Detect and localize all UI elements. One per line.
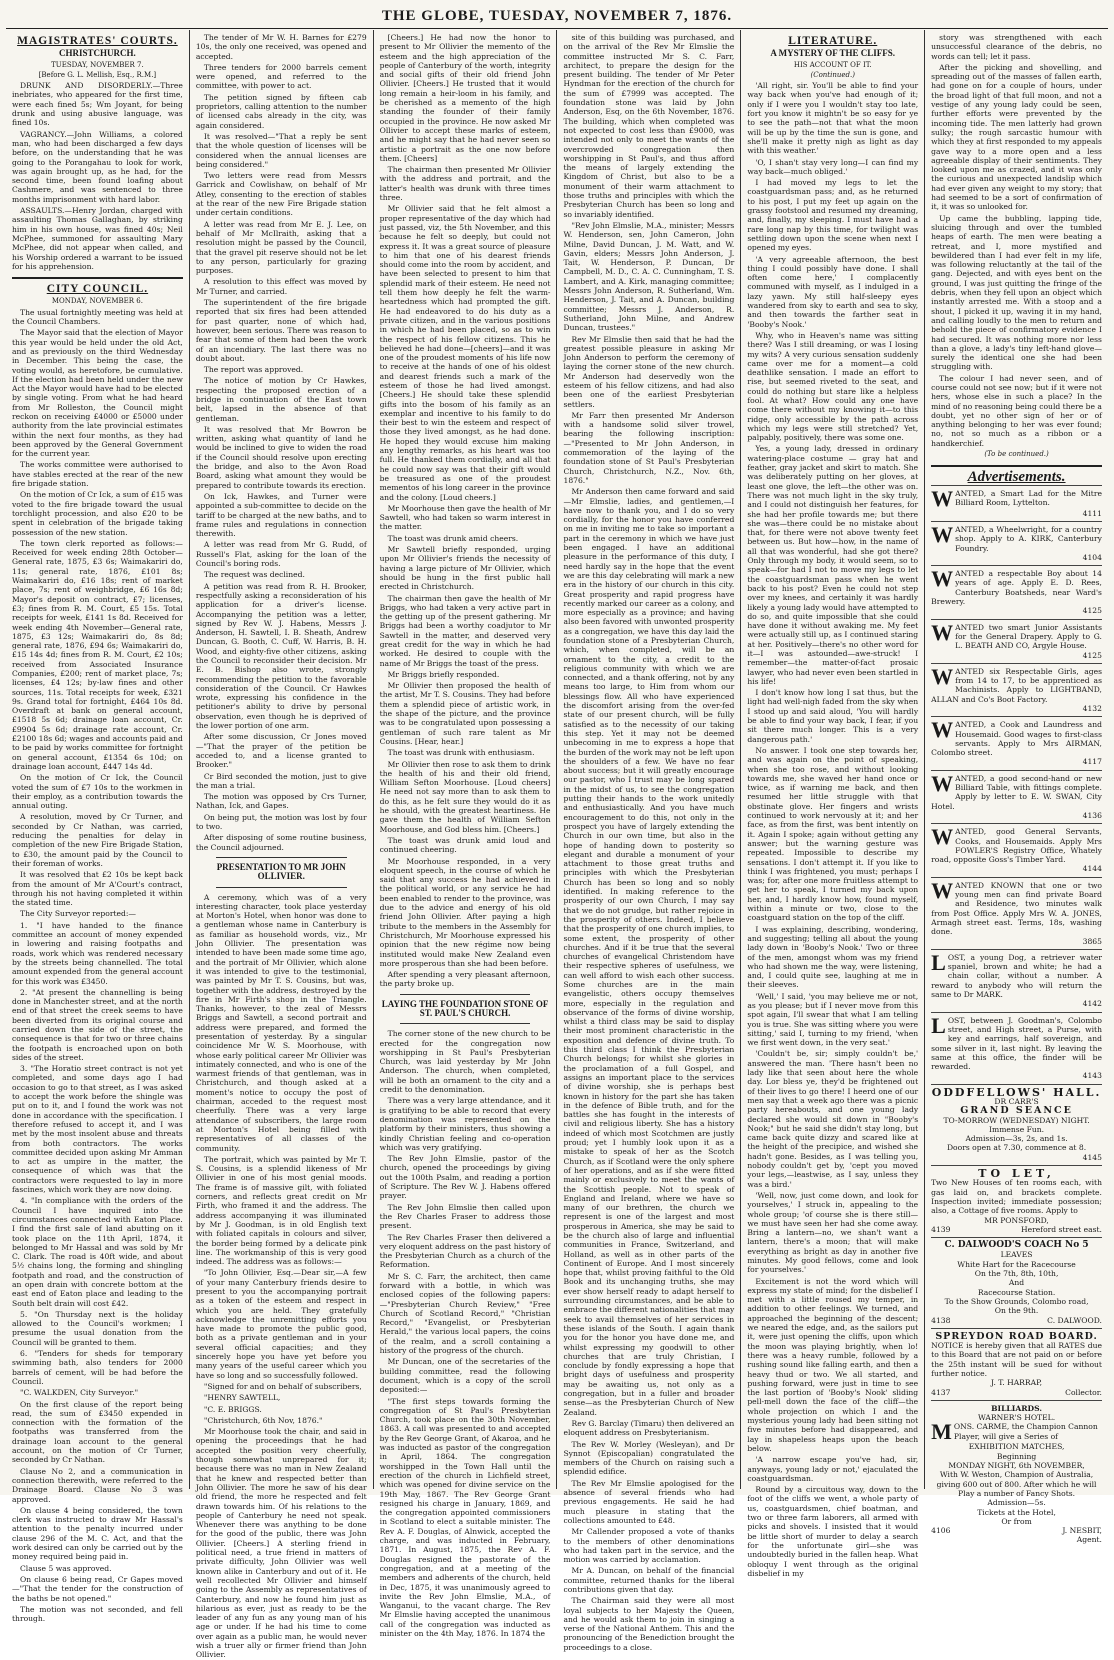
paragraph: Rev Mr Elmslie then said that he had the greatest possible pleasure in asking Mr John Anderson to perform the ceremony of laying the corner stone of the new church. Mr Anderson had deservedly won the esteem of his fellow citizens, and had also been one of the earliest Presbyterian settlers. <box>563 334 735 409</box>
paragraph: "C. E. BRIGGS. <box>203 1404 262 1414</box>
billiards-title: BILLIARDS. <box>991 1403 1042 1413</box>
paragraph: Mr S. C. Farr, the architect, then came forward with a bottle, in which was enclosed copies of the following papers:—"Presbyterian Church Review," "Free Church of Scotland Record," "Christian Record," "Evangelist, or Presbyterian Herald," the various local papers, the coins of the realm, and a scroll containing a history of the progress of the church. <box>379 1271 551 1356</box>
story-title: A MYSTERY OF THE CLIFFS. <box>770 48 896 59</box>
coach-ad <box>931 1237 1102 1328</box>
column-6 <box>924 30 1108 1545</box>
paragraph: The Chairman said they were all most loyal subjects to her Majesty the Queen, and he would ask them to join in singing a verse of the National Anthem. This and the pronouncing of the Benediction brought the proceedings to a close. <box>563 1596 735 1652</box>
paragraph: It was resolved—"That a reply be sent that the whole question of licenses will be considered when the annual licenses are being considered." <box>195 131 367 169</box>
masthead: THE GLOBE, TUESDAY, NOVEMBER 7, 1876. <box>6 4 1108 29</box>
divider <box>216 857 347 858</box>
tolet-text: Two New Houses of ten rooms each, with gas laid on, and brackets complete. Inspection invited; immediate possession; also, a Cottage of five rooms. Apply to <box>931 1178 1102 1216</box>
divider <box>931 465 1102 467</box>
paragraph: Cr Bird seconded the motion, just to give the man a trial. <box>195 771 367 790</box>
paragraph: Mr Briggs briefly responded. <box>387 669 500 679</box>
ad-number: 4125 <box>1082 650 1102 660</box>
paragraph: A letter was read from Mr G. Rudd, of Russell's Flat, asking for the loan of the Council's boring rods. <box>195 540 367 569</box>
paragraph: A petition was read from R. H. Brooker, respectfully asking a reconsideration of his application for a driver's license. Accompanying the petition was a letter, signed by Rev W. J. Habens, Messrs J. Anderson, H. Sawtell, I. B. Sheath, Andrew Duncan, G. Booth, C. Cuff, W. Harris, B. H. Wood, and eighty-five other citizens, asking the Council to reconsider their decision. Mr E. B. Bishop also wrote, strongly recommending the petition to the favorable consideration of the Council. Cr Hawkes wrote, expressing his confidence in the petitioner's ability to drive by personal observation, even though he is deprived of the lower portion of one arm. <box>195 581 367 731</box>
spreydon-ad <box>931 1328 1102 1400</box>
paragraph: 2. "At present the channelling is being done in Manchester street, and at the north end of that street the creek seems to have been diverted from its original course and carried down the side of the street, the consequence is that for two or three chains the footpath is encroached upon on both sides of the street. <box>12 987 183 1062</box>
ad-text: ANTED KNOWN that one or two young men can find private Board and Residence, two minutes walk from Post Office. Apply Mrs W. A. JONES, Armagh street east. Terms, 18s, washing done. <box>931 880 1102 937</box>
ad-number: 4117 <box>1082 757 1102 767</box>
ad-number: 3865 <box>1082 936 1102 946</box>
paragraph: Excitement is not the word which will express my state of mind; for the disbelief I met with a little roused my temper, in addition to other feelings. We turned, and approached the beginning of the descent; we neared the edge, and, as the sailors put it, were just opening the cliffs, upon which the moon was playing brightly, when lo! there was a heavy rumble, followed by a rushing sound like falling earth, and then a heavy thud or two. We all started, and pushing forward, were just in time to see the last portion of 'Booby's Nook' sliding pell-mell down the face of the cliff—the whole projection on which I and the mysterious young lady had been sitting not five minutes before had disappeared, and lay in shapeless heaps upon the beach below. <box>747 1276 919 1453</box>
paragraph: 'Well,' I said, 'you may believe me or not, as you please; but if I never move from this spot again, I'll swear that what I am telling you is true. She was sitting where you were sitting,' said I, turning to my friend, 'when we first went down, in the very seat.' <box>747 991 919 1048</box>
divider <box>400 1023 531 1024</box>
paragraph: Mr Moorhouse then gave the health of Mr Sawtell, who had taken so warm interest in the matter. <box>379 503 551 532</box>
classified-ad <box>931 949 1102 1012</box>
ad-number: 4144 <box>1082 864 1102 874</box>
paragraph: The motion was not seconded, and fell through. <box>12 1604 183 1624</box>
paragraph: Clause 5 was approved. <box>20 1563 112 1573</box>
spreydon-role: Collector. <box>1065 1387 1102 1397</box>
magistrates-heading: MAGISTRATES' COURTS. <box>17 35 178 47</box>
paragraph: A resolution, moved by Cr Turner, and seconded by Cr Nathan, was carried, reducing the penalties for delay in completion of the new Fire Brigade Station, to £30, the amount paid by the Council to their foreman of works. <box>12 812 183 868</box>
classified-ad <box>931 521 1102 565</box>
paragraph: "Christchurch, 6th Nov, 1876." <box>203 1415 323 1425</box>
paragraph: The motion was opposed by Crs Turner, Nathan, Ick, and Gapes. <box>195 792 367 811</box>
paragraph: "HENRY SAWTELL, <box>203 1393 281 1403</box>
classified-ad <box>931 619 1102 663</box>
tolet-ad <box>931 1165 1102 1237</box>
paragraph: Round by a circuitous way, down to the foot of the cliffs we went, a whole party of us, coastguardsmen, chief boatman, and two or three farm laborers, all armed with picks and shovels. I insisted that it would be little short of murder to delay a search for the unfortunate girl—she was undoubtedly buried in the fallen heap. What obloquy I went through as the original disbelief in my <box>747 1485 919 1578</box>
spreydon-name: J. T. HARRAP, <box>991 1378 1043 1388</box>
tolet-addr: Hereford street east. <box>1021 1224 1102 1234</box>
paragraph: [Cheers.] He had now the honor to present to Mr Ollivier the memento of the esteem and the high appreciation of the people of Canterbury of the worth, integrity and social gifts of their old friend John Ollivier. [Cheers.] He trusted that it would long remain a heir-loom in his family, and be cherished as a memento of the high standing the founder of their family occupied in the province. He now asked Mr Ollivier to accept these marks of esteem, and he might say that he had never seen so artistic a portrait as the one now before them. [Cheers] <box>379 33 551 163</box>
paragraph: Mr Anderson then came forward and said—Mr Elmslie, ladies, and gentlemen,—I have now to thank you, and I do so very cordially, for the honor you have conferred on me in inviting me to take so important a part in the ceremony in which we have just been engaged. I have an additional pleasure in the performance of this duty, I need hardly say in the hope that the event we are this day celebrating will mark a new era in the history of our church in this city. Great prosperity and rapid progress have recently marked our career as a colony, and more especially as a province; and having also been favored with unwonted prosperity as a congregation, we have this day laid the foundation stone of a Presbyterian Church, which, when completed, will be an ornament to the city, a credit to the religious community with which we are connected, and a thank offering, not by any means too large, to Him from whom our blessings flow. All who have experienced the discomfort arising from the over-fed state of our present church, will be fully satisfied as to the necessity of our taking this step. Yet it may not be deemed unbecoming in me to express a hope that the burden of the work may not be left upon the shoulders of a few. We have no fear about success; but it will greatly encourage our pastor, who I trust may be long spared in the midst of us, to see the congregation putting their hands to the work unitedly and enthusiastically. And you have much encouragement to do this, not only in the prospect you have of largely extending the Church in our own time, but also in the hope of handing down to posterity so elegant and durable a monument of your attachment to those great truths and principles with which the Presbyterian Church has been so long and so nobly identified. In making reference to the prosperity of our own Church, I may say that we do not grudge, but rather rejoice in the prosperity of others. Indeed, I believe that the prosperity of one church implies, to some extent, the prosperity of other churches. And if it be true that the several churches of evangelical Christendom have their respective spheres of usefulness, we can well afford to wish each other success. Some churches are in the main evangelistic, others occupy themselves more, especially in the regulation and observance of the forms of divine worship, whilst a third class may be said to display their most prominent characteristic in the exposition and defence of divine truth. To this third class I think the Presbyterian Church belongs; for whilst she glories in the proclamation of a full Gospel, and assigns an important place to the services of divine worship, she is perhaps best known in history for the part she has taken in the defence of Bible truth, and for the battles she has fought in the interests of civil and religious liberty. She has a history indeed of which most Scotchmen are justly proud; yet I humbly look upon it as a mistake to speak of her as the Scotch Church, as if Scotland were the only sphere of her operations, and as if she were fitted mainly or exclusively to meet the wants of the Scottish people. Not to speak of England and Ireland, where we have so many of our brethren, the church we represent is one of the largest and most prosperous in America, she may be said to be the church also of large and influential communities in France, Switzerland, and Holland, as well as in other parts of the Continent of Europe. And I most sincerely hope that, whilst proving faithful to the Old Book and its unchanging truths, she may ever show herself ready to adapt herself to surrounding circumstances, and be able to embrace the different nationalities that may seek to avail themselves of her services in these islands of the South. I again thank you for the honor you have done me, and whilst expressing my goodwill to other churches that are truly Christian, I conclude by fondly expressing a hope that bright days of usefulness and prosperity may be awaiting us, not only as a congregation, but in a fuller and broader sense—as the Presbyterian Church of New Zealand. <box>563 487 735 1417</box>
council-cont-paras <box>196 33 367 852</box>
ad-dropcap: W <box>931 824 954 850</box>
paragraph: Mr Moorhouse responded, in a very eloquent speech, in the course of which he said that any success he had achieved in the political world, or any service he had been enabled to render to the province, was due to the advice and energy of his old friend John Ollivier. After paying a high tribute to the members in the Assembly for Christchurch, Mr Moorhouse expressed his opinion that the new régime now being instituted would make New Zealand even more prosperous than she had been before. <box>379 856 551 968</box>
christchurch-sub: CHRISTCHURCH. <box>59 48 136 59</box>
columns <box>6 30 1108 1660</box>
ad-dropcap: W <box>931 619 954 645</box>
billiards-more: With W. Weston, Champion of Australia, giving 600 out of 800. After which he will Play a number of Fancy Shots. <box>936 1470 1097 1498</box>
coach-l1: LEAVES <box>1000 1250 1033 1260</box>
story-byline: HIS ACCOUNT OF IT. <box>793 60 872 69</box>
coach-l5: Racecourse Station. <box>977 1287 1056 1297</box>
paragraph: "To John Ollivier, Esq.—Dear sir,—A few of your many Canterbury friends desire to present to you the accompanying portrait as a token of the esteem and respect in which you are held. They gratefully acknowledge the unremitting efforts you have made to promote the public good, both as a private gentleman and in your several official capacities; and they sincerely hope you have yet before you many years of the useful career which you have so long and so successfully followed. <box>195 1268 367 1380</box>
paragraph: On the motion of Cr Ick, the Council voted the sum of £7 10s to the workmen in their employ, as a contribution towards the annual outing. <box>12 773 183 811</box>
paragraph: Mr Sawtell briefly responded, urging upon Mr Ollivier's friends the necessity of having a large picture of Mr Ollivier, which should be hung in the first public hall erected in Christchurch. <box>379 545 551 592</box>
billiards-ex: EXHIBITION MATCHES, <box>968 1442 1065 1452</box>
paragraph: 3. "The Horatio street contract is not yet completed, and some days ago I had occasion to go to that street, as I was asked to accept the work before the shingle was put on to it, and I found the work was not done in accordance with the specification. I therefore refused to accept it, and I was met by the most insolent abuse and threats from both contractors. The works committee decided upon asking Mr Amman to act as umpire in the matter, the consequence of which was that the contractors were requested to lay in more fascines, which work they are now doing. <box>12 1064 183 1195</box>
classified-ad <box>931 485 1102 521</box>
paragraph: The petition signed by fifteen cab proprietors, calling attention to the number of licensed cabs already in the city, was again considered. <box>195 92 367 130</box>
paragraph: The superintendent of the fire brigade reported that six fires had been attended for past quarter, none of which had, however, been serious. There was reason to fear that some of them had been the work of an incendiary. The last there was no doubt about. <box>195 298 367 363</box>
column-5 <box>740 30 924 1578</box>
paragraph: The notice of motion by Cr Hawkes, respecting the proposed erection of a bridge in continuation of the East town belt, lapsed in the absence of that gentleman. <box>195 376 367 423</box>
laying-paras <box>380 1029 551 1638</box>
ad-dropcap: W <box>931 770 954 796</box>
ad-dropcap: W <box>931 717 954 743</box>
ad-dropcap: W <box>931 521 954 547</box>
paragraph: Mr Ollivier said that he felt almost a proper representative of the day which had just passed, viz, the 5th November, and this because he felt so deeply, but could not express it. It was a great source of pleasure to him that one of his dearest friends should come into the room by accident, and have been selected to present to him that splendid mark of their esteem. He need not tell them how deeply he felt the warm-heartedness which had prompted the gift. He had endeavored to do his duty as a private citizen, and in the various positions in which he had been placed, so as to win the respect of his fellow citizens. This he believed he had done—[cheers]—and it was one of the proudest moments of his life now to receive at the hands of one of his oldest and dearest friends such a mark of the esteem of those he had lived amongst. [Cheers.] He should take these splendid gifts into the bosom of his family as an exemplar and incentive to his family to do their best to win the esteem and respect of those they lived amongst, as he had done. He hoped they would excuse him making any lengthy remarks, as his heart was too full. He thanked them cordially, and all that he could now say was that their gift would be treasured as one of the proudest mementos of his long career in the province and the colony. [Loud cheers.] <box>379 204 551 502</box>
paragraph: The works committee were authorised to have stables erected at the rear of the new fire brigade station. <box>12 460 183 489</box>
ad-text: OST, a young Dog, a retriever water spaniel, brown and white; he had a chain collar, without a number. A reward to anybody who will return the same to Dr MARK. <box>931 952 1102 1000</box>
ad-dropcap: W <box>931 877 954 903</box>
paragraph: "Rev John Elmslie, M.A., minister; Messrs W. Henderson, sen, John Cameron, John Milne, David Duncan, J. M. Watt, and W. Gavin, elders; Messrs John Anderson, J. Tait, W. Henderson, P. Duncan, Dr Campbell, M. D., C. A. C. Cunningham, T. S. Lambert, and A. Kirk, managing committee; Messrs John Anderson, R. Sutherland, Wm. Henderson, J. Tait, and A. Duncan, building committee; Messrs J. Anderson, R. Sutherland, John Milne, and Andrew Duncan, trustees." <box>563 220 735 333</box>
coach-name: C. DALWOOD. <box>1047 1315 1102 1325</box>
divider <box>400 994 531 995</box>
paragraph: A resolution to this effect was moved by Mr Turner, and carried. <box>195 277 367 296</box>
paragraph: On being put, the motion was lost by four to two. <box>195 812 367 832</box>
paragraph: No answer. I took one step towards her, and was again on the point of speaking, when she too rose, and without looking towards me, she waved her hand once or twice, as if warning me back, and then resumed her little struggle with that obstinate glove. Her fingers and wrists continued to work nervously at it; and her face, as from the first, was bent intently on it. Again I spoke; again without getting any answer; but the warning gesture was repeated. Impossible to describe my sensations. I don't attempt it. If you like to think I was frightened, you must; perhaps I was; for, after one more fruitless attempt to get her to speak, I turned my back upon her, and, I hardly know how, found myself, within a minute or two, close to the coastguard station on the top of the cliff. <box>747 745 919 923</box>
paragraph: There was a very large attendance, and it is gratifying to be able to record that every denomination was represented on the platform by their ministers, thus showing a kindly Christian feeling and co-operation which was very gratifying. <box>379 1096 551 1152</box>
paragraph: It was resolved that Mr Bowron be written, asking what quantity of land he would be inclined to give to widen the road if the Council should resolve upon erecting the bridge, and also to the Avon Road Board, asking what amount they would be prepared to contribute towards its erection. <box>195 424 367 490</box>
story-cont-paras <box>931 33 1102 448</box>
paragraph: It was resolved that £2 10s be kept back from the amount of Mr A'Court's contract, through his not having completed it within the stated time. <box>12 870 183 908</box>
paragraph: The request was declined. <box>203 570 305 580</box>
paragraph: Mr Farr then presented Mr Anderson with a handsome solid silver trowel, bearing the following inscription:—"Presented to Mr John Anderson, in commemoration of the laying of the foundation stone of St Paul's Presbyterian Church, Christchurch, N.Z., Nov. 6th, 1876." <box>563 410 735 485</box>
billiards-num: 4106 <box>931 1526 951 1536</box>
ad-number: 4125 <box>1082 606 1102 616</box>
court-paras <box>12 81 183 271</box>
paragraph: 'All right, sir. You'll be able to find your way back when you've had enough of it; only if I were you I wouldn't stay too late, fort you know it mightn't be so easy for ye to see the path—not that what the moon will be up by the time the sun is gone, and she'll make it pretty nigh as light as day with this weather.' <box>747 81 919 156</box>
paragraph: I was explaining, describing, wondering, and suggesting; telling all about the young lady down in 'Booby's Nook.' Two or three of the men, amongst whom was my friend who had shown me the way, were listening, and, I could quite see, laughing at me in their sleeves. <box>747 924 919 990</box>
spreydon-text: NOTICE is hereby given that all RATES due to this Board that are not paid on or before the 25th instant will be sued for without further notice. <box>931 1341 1102 1378</box>
ad-text: ANTED a respectable Boy about 14 years of age. Apply E. D. Rees, Canterbury Boatsheds, near Ward's Brewery. <box>931 569 1102 607</box>
paragraph: Two letters were read from Messrs Garrick and Cowlishaw, on behalf of Mr Atley, consenting to the erection of stables at the rear of the new Fire Brigade station under certain conditions. <box>195 171 367 218</box>
laying-heading: LAYING THE FOUNDATION STONE OF ST. PAUL'S CHURCH. <box>381 998 549 1018</box>
to-be-continued: (To be continued.) <box>984 450 1049 459</box>
paragraph: 4. "In compliance with the orders of the Council I have inquired into the circumstances connected with Eaton Place. I find the first sale of land abutting on it took place on the 11th April, 1874, it belonged to Mr Hassal and was sold by Mr C. Clark. The road is 40ft wide, and about 5½ chains long, the forming and shingling footpath and road, and the construction of an open drain with concrete bottom at the east end of Eaton place and leading to the South belt drain will cost £42. <box>12 1196 183 1308</box>
paragraph: The toast was drunk amid loud and continued cheering. <box>379 835 551 855</box>
billiards-date: MONDAY NIGHT, 6th NOVEMBER, <box>948 1461 1085 1471</box>
paragraph: Mr Ollivier then rose to ask them to drink the health of his and their old friend, William Sefton Moorhouse. [Loud cheers] He need not say more than to ask them to do this, as he felt sure they would do it as he should, with the greatest heartiness. He gave them the health of William Sefton Moorhouse, and God bless him. [Cheers.] <box>379 759 551 834</box>
oddfellows-ad <box>931 1084 1102 1165</box>
oddfellows-l1: DR CARR'S <box>994 1096 1039 1106</box>
paragraph: The colour I had never seen, and of course could not see now; but if it were not hers, whose else in such a place? In the mind of no reasoning being could there be a doubt, yet no other sign of her or of anything belonging to her was ever found; no, not so much as a ribbon or a handkerchief. <box>931 373 1102 448</box>
court-bench: [Before G. L. Mellish, Esq., R.M.] <box>38 70 157 79</box>
ad-number: 4104 <box>1082 552 1102 562</box>
billiards-dropcap: M <box>931 1419 952 1445</box>
paragraph: Mr A. Duncan, on behalf of the financial committee, returned thanks for the liberal contributions given that day. <box>563 1566 735 1594</box>
paragraph: Mr Callender proposed a vote of thanks to the members of other denominations who had taken part in the service, and the motion was carried by acclamation. <box>563 1527 735 1565</box>
paragraph: "The first steps towards forming the congregation of St Paul's Presbyterian Church, took place on the 30th November, 1863. A call was presented to and accepted by the Rev George Grant, of Akaroa, and he was inducted as pastor of the congregation in April, 1864. The congregation worshipped in the Town Hall until the erection of the church in Lichfield street, which was opened for divine service on the 19th May, 1867. The Rev George Grant resigned his charge in January, 1869, and the congregation appointed commissioners in Scotland to elect a suitable minister. The Rev A. F. Douglas, of Alnwick, accepted the charge, and was inducted in February, 1871. In August, 1875, the Rev A. F. Douglas resigned the pastorate of the congregation, and at a meeting of the members and adherents of the church, held in Dec, 1875, it was unanimously agreed to invite the Rev John Elmslie, M.A., of Wanganui, to the vacant charge. The Rev Mr Elmslie having accepted the unanimous call of the congregation was inducted as minister on the 4th May, 1876. In 1874 the <box>379 1396 551 1638</box>
ad-text: ANTED, a Cook and Laundress and Housemaid. Good wages to first-class servants. Apply to Mrs AIRMAN, Colombo street. <box>931 720 1102 758</box>
story-paras <box>747 81 918 1578</box>
oddfellows-l2: GRAND SEANCE <box>960 1105 1073 1117</box>
billiards-or: Or from <box>1001 1516 1032 1526</box>
court-date: TUESDAY, NOVEMBER 7. <box>51 60 144 69</box>
paragraph: The Rev Charles Fraser then delivered a very eloquent address on the past history of the Presbyterian Church as a church of the Reformation. <box>379 1232 551 1270</box>
paragraph: The tender of Mr W. H. Barnes for £279 10s, the only one received, was opened and accepted. <box>195 33 367 61</box>
tolet-num: 4139 <box>931 1224 951 1234</box>
paragraph: After disposing of some routine business, the Council adjourned. <box>195 833 367 852</box>
paragraph: On the motion of Cr Ick, a sum of £15 was voted to the fire brigade toward the usual torchlight procession, and also £20 to be spent in celebration of the brigade taking possession of the new station. <box>12 490 183 537</box>
classified-ad <box>931 716 1102 769</box>
ad-number: 4142 <box>1082 999 1102 1009</box>
paragraph: On clause 4 being considered, the town clerk was instructed to draw Mr Hassal's attention to the penalty incurred under clause 296 of the M. C. Act, and that the work desired can only be carried out by the money required being paid in. <box>12 1505 183 1562</box>
coach-l7: On the 9th. <box>994 1306 1039 1316</box>
paragraph: Mr Moorhouse took the chair, and said in opening the proceedings that he had accepted the position very cheerfully, though somewhat unprepared for it; because there was no man in New Zealand that he knew and respected better than John Ollivier. The more he saw of his dear old friend, the more he respected and felt drawn towards him. Of his relations to the people of Canterbury he need not speak. Whenever there was anything to be done for the good of the public, there was John Ollivier. [Cheers.] A sterling friend in political need, a true friend in matters of private difficulty, John Ollivier was well known alike in Canterbury and out of it. He well recollected Mr Ollivier and himself going to the Assembly as representatives of Canterbury, and now he found him just as hilarious as ever, just as ready to be the leader of any fun as any young man of his age or under. If he had his time to come over again as a public man, he would never wish a truer ally or firmer friend than John Ollivier. <box>195 1427 367 1660</box>
classified-ad <box>931 663 1102 716</box>
ad-number: 4136 <box>1082 810 1102 820</box>
billiards-beg: Beginning <box>996 1451 1037 1461</box>
ad-text: ANTED, good General Servants, Cooks, and Housemaids. Apply Mrs FOWLER'S Registry Office, Whately road, opposite Goss's Timber Yard. <box>931 827 1102 865</box>
advertisements-heading: Advertisements. <box>967 469 1066 486</box>
ad-dropcap: W <box>931 485 954 511</box>
ad-text: ANTED, a good second-hand or new Billiard Table, with fittings complete. Apply by letter to E. W. SWAN, City Hotel. <box>931 773 1102 811</box>
oddfellows-title: ODDFELLOWS' HALL. <box>931 1085 1102 1099</box>
paragraph: Mr Ollivier then proposed the health of the artist, Mr T. S. Cousins. They had before them a splendid piece of artistic work, in the shape of the picture, and the province was to be congratulated upon possessing a gentleman of such rare talent as Mr Cousins. [Hear, hear.] <box>379 681 551 746</box>
paragraph: 'Couldn't be, sir; simply couldn't be,' answered the man. 'There hasn't been no lady like that seen about here the whole day. Lor bless ye, they'd be frightened out of their lives to go there! I heerd one of our men say that a week ago there was a picnic party hereabouts, and one young lady declared she would sit down in "Booby's Nook;" but he said she didn't stay long, but came back quite dizzy and scared like at the height of the precipice, and wished she hadn't gone. Besides, as I was telling you, nobody couldn't get by, 'cept you moved your legs,—leastwise, as I say, unless they was a bird.' <box>747 1049 919 1189</box>
paragraph: Mr Duncan, one of the secretaries of the building committee, read the following document, which is a copy of the scroll deposited:— <box>379 1357 551 1395</box>
paragraph: 5. "On Thursday next is the holiday allowed to the Council's workmen; I presume the usual donation from the Council will be granted to them. <box>12 1309 183 1347</box>
paragraph: DRUNK AND DISORDERLY.—Three inebriates, who appeared for the first time, were each fined 5s; Wm Joyant, for being drunk and using abusive language, was fined 10s. <box>12 81 183 128</box>
tolet-title: TO LET, <box>978 1167 1055 1181</box>
paragraph: site of this building was purchased, and on the arrival of the Rev Mr Elmslie the committee instructed Mr S. C. Farr, architect, to prepare the design for the present building. The tender of Mr Peter Hyndman for the erection of the church for the sum of £7999 was accepted. The foundation stone was laid by John Anderson, Esq, on the 6th November, 1876. The building, which when completed was not expected to cost less than £9000, was intended not only to meet the wants of the overcrowded congregation then worshipping in St Paul's, and thus afford the means of largely extending the Kingdom of Christ, but also to be a monument of their warm attachment to those truths and principles with which the Presbyterian Church has been so long and so invariably identified. <box>563 33 735 219</box>
paragraph: On clause 6 being read, Cr Gapes moved—"That the tender for the construction of the baths be not opened." <box>12 1574 183 1603</box>
paragraph: The Rev John Elmslie then called upon the Rev Charles Fraser to address those present. <box>379 1202 551 1231</box>
divider <box>12 277 183 279</box>
paragraph: Rev G. Barclay (Timaru) then delivered an eloquent address on Presbyterianism. <box>563 1418 735 1438</box>
ad-dropcap: W <box>931 566 954 592</box>
ad-dropcap: L <box>931 1012 946 1038</box>
ad-number: 4111 <box>1082 508 1102 518</box>
paragraph: The town clerk reported as follows:—Received for week ending 28th October—General rate, 1875, £3 6s; Waimakariri do, 11s; general rate, 1876, £101 8s; Waimakariri do, £16 18s; rent of market place, 7s; rent of weighbridge, £6 16s 8d; Mayor's deposit on contract, £7; licenses, £3; fines from R. M. Court, £5 15s. Total receipts for week, £141 1s 8d. Received for week ending 4th November—General rate, 1875, £3 12s; Waimakariri do, 8s 8d; general rate, 1876, £94 6s; Waimakariri do, £15 14s 4d; fines from R. M. Court, £2 10s; received from Associated Insurance Companies, £200; rent of market place, 7s; licenses, £4 12s; by-law fines and other sources, 11s. Total receipts for week, £321 9s. Grand total for fortnight, £464 10s 8d. Overdraft at bank on general account, £1518 5s 6d; drainage loan account, Cr. £9904 5s 6d; drainage rate account, Cr. £2100 18s 6d; wages and accounts paid and to be paid by works committee for fortnight on general account, £1354 6s 10d; on drainage loan account, £447 14s 4d. <box>12 538 183 771</box>
spreydon-title: SPREYDON ROAD BOARD. <box>935 1330 1098 1342</box>
ad-list <box>931 485 1102 1084</box>
paragraph: 'A very agreeable afternoon, the best thing I could possibly have done. I shall often come here,' I complacently communed with myself, as I indulged in a lazy yawn. My still half-sleepy eyes wandered from sky to earth and sea to sky, and then towards the farther seat in 'Booby's Nook.' <box>747 254 919 329</box>
oddfellows-l5: Admission—3s, 2s, and 1s. <box>965 1134 1068 1144</box>
column-1 <box>6 30 189 1624</box>
billiards-text: ONS. CARME, the Champion Cannon Player, will give a Series of <box>953 1422 1098 1441</box>
divider <box>216 887 347 888</box>
column-3 <box>373 30 557 1638</box>
paragraph: Three tenders for 2000 barrels cement were opened, and referred to the committee, with power to act. <box>195 62 367 91</box>
story-continued: (Continued.) <box>810 70 855 79</box>
column-4 <box>556 30 740 1652</box>
billiards-hotel: WARNER'S HOTEL. <box>977 1413 1056 1423</box>
paragraph: The Mayor said that the election of Mayor this year would be held under the old Act, and as previously on the third Wednesday in December. This being the case, the voting would, as heretofore, be cumulative. If the election had been held under the new Act the Mayor would have had to be elected by single voting. From what he had heard from Mr Rolleston, the Council might reckon on receiving £4000 or £5000 under authority from the late provincial estimates within the next four months, as they had been approved by the General Government for the current year. <box>12 328 183 459</box>
paragraph: Clause No 2, and a communication in connection therewith, were referred to the Drainage Board. Clause No 3 was approved. <box>12 1466 183 1504</box>
paragraph: After the picking and shovelling, and spreading out of the masses of fallen earth, had gone on for a couple of hours, under the broad light of that full moon, and not a vestige of any young lady could be seen, further efforts were prevented by the incoming tide. The men latterly had grown sulky; the rough sarcastic humour with which they at first responded to my appeals gave way to a more open and a less agreeable display of their sentiments. They looked upon me as crazed, and it was only the curious and unexpected landslip which had ever given any weight to my story; that had seemed to be a sort of confirmation of it, it was so unlooked for. <box>931 62 1102 212</box>
billiards-tix: Tickets at the Hotel, <box>977 1507 1056 1517</box>
ad-text: OST, between J. Goodman's, Colombo street, and High street, a Purse, with key and earrings, half sovereign, and some silver in it, last night. By leaving the same at this office, the finder will be rewarded. <box>931 1015 1102 1072</box>
coach-l4: And <box>1008 1278 1025 1288</box>
coach-l3: On the 7th, 8th, 10th, <box>974 1269 1059 1279</box>
presentation-heading: PRESENTATION TO MR JOHN OLLIVIER. <box>216 861 346 882</box>
paragraph: I had moved my legs to let the coastguardsman pass; and, as he returned to his post, I put my feet up again on the grassy footstool and resumed my dreaming, and, finally, my sleeping. I must have had a rare long nap by this time, for twilight was settling down upon the scene when next I opened my eyes. <box>747 178 919 253</box>
paragraph: After spending a very pleasant afternoon, the party broke up. <box>379 970 551 989</box>
paragraph: The Rev John Elmslie, pastor of the church, opened the proceedings by giving out the 100th Psalm, and reading a portion of Scripture. The Rev W. J. Habens offered prayer. <box>379 1154 551 1201</box>
ad-number: 4132 <box>1082 704 1102 713</box>
paragraph: Up came the bubbling, lapping tide, sluicing through and over the tumbled heaps of earth. The men were beating a retreat, and I, more mystified and bewildered than I had ever felt in my life, was following reluctantly at the tail of the gang. Dejected, and with eyes bent on the ground, I was just quitting the fringe of the debris, when they fell upon an object which instantly arrested me. With a stoop and a shout, I picked it up, waving it in my hand, and calling loudly to the men to return and behold the piece of confirmatory evidence I had secured. It was nothing more nor less than a glove, a lady's tiny left-hand glove—surely the identical one she had been struggling with. <box>931 213 1102 372</box>
ad-text: ANTED, a Wheelwright, for a country shop. Apply to A. KIRK, Canterbury Foundry. <box>955 524 1102 553</box>
tolet-name: MR PONSFORD, <box>984 1215 1049 1225</box>
billiards-name: J. NESBIT, <box>1062 1526 1102 1536</box>
billiards-ad <box>931 1400 1102 1548</box>
billiards-adm: Admission—5s. <box>987 1498 1046 1508</box>
paragraph: A letter was read from Mr E. J. Lee, on behalf of Mr McIlraith, asking that a resolution might be passed by the Council, that the gravel pit reserve should not be let to any person, particularly for grazing purposes. <box>195 219 367 276</box>
paragraph: Why, who in Heaven's name was sitting there? Was I still dreaming, or was I losing my wits? A very curious sensation suddenly came over me for a moment—a cold deathlike sensation. I made an effort to rise, but seemed riveted to the seat, and could do nothing but stare like a helpless fool. At what? How could any one have come there without my knowing it—to this ridge, only accessible by the path across which my legs were still stretched? Yet, palpably, positively, there was some one. <box>747 330 919 443</box>
ad-number: 4143 <box>1082 1071 1102 1081</box>
coach-num: 4138 <box>931 1315 951 1325</box>
paragraph: The Rev W. Morley (Wesleyan), and Dr Synnot (Episcopalian) congratulated the members of the Church on raising such a splendid edifice. <box>563 1439 735 1477</box>
classified-ad <box>931 823 1102 876</box>
oddfellows-num: 4145 <box>1082 1152 1102 1162</box>
paragraph: 6. "Tenders for sheds for temporary swimming bath, also tenders for 2000 barrels of cement, will be had before the Council. <box>12 1349 183 1386</box>
paragraph: VAGRANCY.—John Williams, a colored man, who had been discharged a few days before, on the understanding that he was going to the Porangahau to look for work, was again brought up, as he had, for the second time, been found loafing about Cashmere, and was sentenced to three months imprisonment with hard labor. <box>12 129 183 204</box>
oddfellows-l3: TO-MORROW (WEDNESDAY) NIGHT. <box>943 1115 1090 1125</box>
paragraph: The Rev Mr Elmslie apologised for the absence of several friends who had previous engagements. He said he had much pleasure in stating that the collections amounted to £48. <box>563 1478 735 1525</box>
paragraph: 1. "I have handed to the finance committee an account of money expended in lowering and raising footpaths and roads, work which was rendered necessary by the streets being channelled. The total amount expended from the general account for this work was £3450. <box>12 920 183 986</box>
ad-text: ANTED six Respectable Girls, ages from 14 to 17, to be apprenticed as Machinists. Apply to LIGHTBAND, ALLAN and Co's Boot Factory. <box>931 666 1102 704</box>
coach-l6: To the Show Grounds, Colombo road, <box>944 1296 1089 1306</box>
council-heading: CITY COUNCIL. <box>46 283 149 296</box>
classified-ad <box>931 1012 1102 1084</box>
classified-ad <box>931 770 1102 823</box>
oddfellows-l4: Immense Fun. <box>989 1124 1045 1134</box>
coach-title: C. DALWOOD'S COACH No 5 <box>944 1240 1089 1251</box>
laying-cont-paras <box>563 33 734 1652</box>
ad-text: ANTED two smart Junior Assistants for the General Drapery. Apply to G. L. BEATH AND CO, Argyle House. <box>955 622 1102 651</box>
paragraph: The chairman then gave the health of Mr Briggs, who had taken a very active part in the getting up of the present gathering. Mr Briggs had been a worthy coadjutor to Mr Sawtell in the matter, and deserved very great credit for the way in which he had worked. He desired to couple with the name of Mr Briggs the toast of the press. <box>379 593 551 668</box>
paragraph: ASSAULTS.—Henry Jordan, charged with assaulting Thomas Gallaghan, by striking him in his own house, was fined 40s; Neil McPhee, summoned for assaulting Mary McPhee, did not appear when called, and his Worship ordered a warrant to be issued for his apprehension. <box>12 206 183 271</box>
spreydon-num: 4137 <box>931 1387 951 1397</box>
oddfellows-l6: Doors open at 7.30, commence at 8. <box>946 1143 1087 1153</box>
paragraph: 'O, I shan't stay very long—I can find my way back—much obliged.' <box>747 157 919 176</box>
literature-heading: LITERATURE. <box>788 35 878 47</box>
paragraph: The report was approved. <box>203 365 304 375</box>
paragraph: "Signed for and on behalf of subscribers, <box>203 1381 362 1391</box>
column-2 <box>189 30 373 1660</box>
paragraph: The toast was drunk with enthusiasm. <box>387 748 535 758</box>
classified-ad <box>931 877 1102 949</box>
paragraph: The toast was drunk amid cheers. <box>387 533 519 543</box>
paragraph: "C. WALKDEN, City Surveyor." <box>20 1388 139 1398</box>
ad-text: ANTED, a Smart Lad for the Mitre Billiard Room, Lyttelton. <box>955 488 1102 507</box>
paragraph: A ceremony, which was of a very interesting character, took place yesterday at Morton's Hotel, when honor was done to a gentleman whose name in Canterbury is as familiar as household words, viz., Mr John Ollivier. The presentation was intended to have been made some time ago, and the portrait of Mr Ollivier, which alone it was intended to give to the testimonial, was painted by Mr T. S. Cousins, but was, together with the address, destroyed by the fire in Mr Firth's shop in the Triangle. Thanks, however, to the zeal of Messrs Briggs and Sawtell, a second portrait and address were prepared, and formed the presentation of yesterday. By a singular coincidence Mr W. S. Moorhouse, with whose early political career Mr Ollivier was intimately connected, and who is one of the warmest friends of that gentleman, was in Christchurch, and though asked at a moment's notice to occupy the post of chairman, acceded to the request most cheerfully. There was a very large attendance of subscribers, the large room at Morton's Hotel being filled with representatives of all classes of the community. <box>195 892 367 1153</box>
paragraph: I don't know how long I sat thus, but the light had well-nigh faded from the sky when I stood up and said aloud, 'You will hardly be able to find your way back, I fear, if you sit there much longer. This is a very dangerous path.' <box>747 688 919 744</box>
paragraph: Yes, a young lady, dressed in ordinary watering-place costume — gray hat and feather, gray jacket and skirt to match. She was deliberately putting on her gloves, at least one glove, the left—the other was on. There was not much light in the sky truly, and I could not distinguish her features, for she had her profile towards me; but there she was—there could be no mistake about that, for there were not above twenty feet between us. But how—how, in the name of all that was wonderful, had she got there? Only through my body, it would seem, so to speak—for had I not to move my legs to let the coastguardsman pass when he went back to his post? Even he could not step over my knees, and certainly it was hardly likely a young lady would have attempted to do so, and quite impossible that she could have done it without awaking me. My feet were actually still up, as I continued staring at her. Positively—there's no other word for it—I was astounded—awe-struck! I remember—the matter-of-fact prosaic lawyer, who had never even been startled in his life! <box>747 444 919 686</box>
paragraph: On Ick, Hawkes, and Turner were appointed a sub-committee to decide on the tariff to be charged at the new baths, and to frame rules and regulations in connection therewith. <box>195 491 367 539</box>
paragraph: The corner stone of the new church to be erected for the congregation now worshipping in St Paul's Presbyterian Church, was laid yesterday by Mr John Anderson. The church, when completed, will be both an ornament to the city and a credit to the denomination. <box>379 1029 551 1095</box>
paragraph: The chairman then presented Mr Ollivier with the address and portrait, and the latter's health was drunk with three times three. <box>379 165 551 203</box>
presentation-paras <box>196 893 367 1660</box>
ad-dropcap: W <box>931 663 954 689</box>
paragraph: The City Surveyor reported:— <box>20 909 137 919</box>
paragraph: On the first clause of the report being read, the sum of £3450 expended in connection with the formation of the footpaths was transferred from the drainage loan account to the general account, on the motion of Cr Turner, seconded by Cr Nathan. <box>12 1399 183 1465</box>
classified-ad <box>931 565 1102 618</box>
paragraph: 'A narrow escape you've had, sir, anyways, young lady or not,' ejaculated the coastguardsman. <box>747 1455 919 1483</box>
paragraph: The portrait, which was painted by Mr T. S. Cousins, is a splendid likeness of Mr Ollivier in one of his most genial moods. The frame is of massive gilt, with foliated corners, and reflects great credit on Mr Firth, who framed it and the address. The address accompanying it was illuminated by Mr J. Goodman, is in old English text with foliated capitals in colours and silver, the border being formed by a delicate pink line. The workmanship of this is very good indeed. The address was as follows:— <box>195 1154 367 1267</box>
paragraph: After some discussion, Cr Jones moved—"That the prayer of the petition be acceded to, and a license granted to Brooker." <box>195 732 367 770</box>
council-paras <box>12 308 183 1624</box>
coach-l2: White Hart for the Racecourse <box>957 1259 1076 1269</box>
ad-dropcap: L <box>931 949 946 975</box>
presentation-cont-paras <box>380 33 551 989</box>
paragraph: The usual fortnightly meeting was held at the Council Chambers. <box>12 307 183 327</box>
paragraph: 'Well, now, just come down, and look for yourselves,' I struck in, appealing to the whole group; 'of course she is there still—we must have seen her had she come away. Bring a lantern—no, we shan't want a lantern, there's a moon; that will make everything as bright as day in another five minutes. My good fellows, come and look for yourselves.' <box>747 1190 919 1275</box>
billiards-role: Agent. <box>1076 1535 1102 1545</box>
council-date: MONDAY, NOVEMBER 6. <box>51 297 143 306</box>
paragraph: story was strengthened with each unsuccessful clearance of the debris, no words can tell; let it pass. <box>931 33 1102 61</box>
